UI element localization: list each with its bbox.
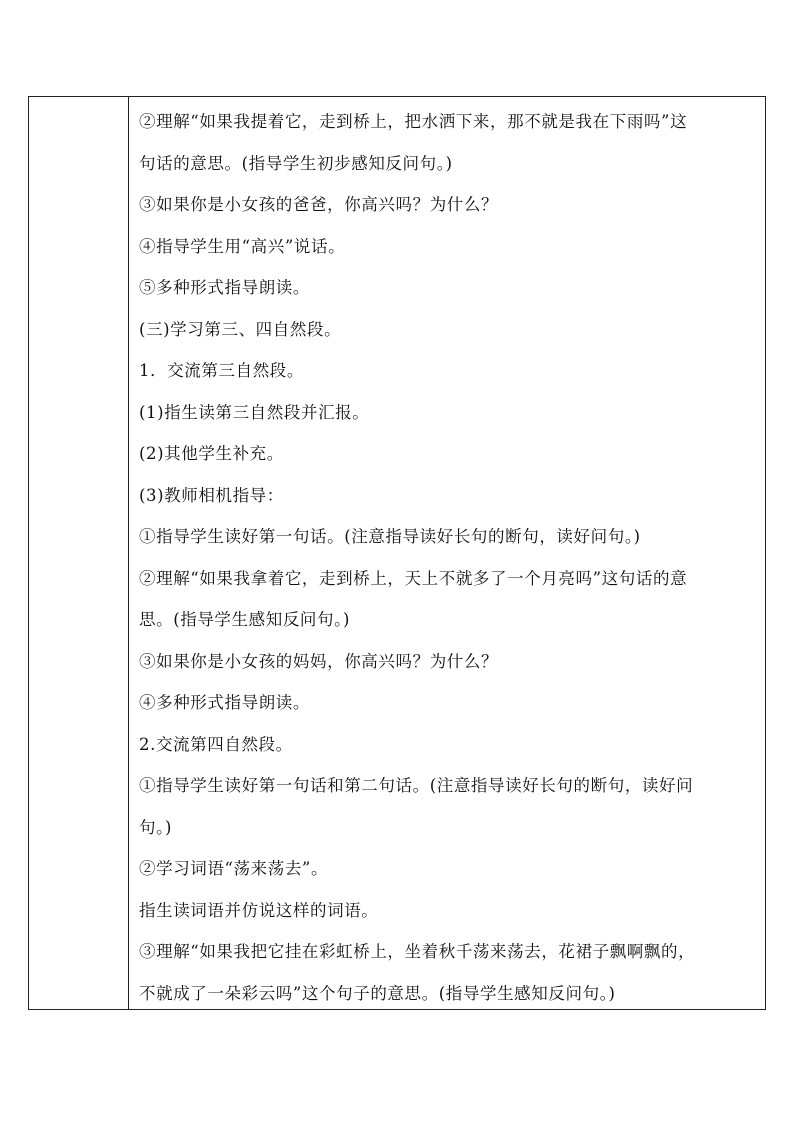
lesson-line-3: ③如果你是小女孩的爸爸，你高兴吗？为什么？ — [139, 195, 499, 214]
lesson-line-16: 2.交流第四自然段。 — [139, 734, 293, 754]
lesson-line-2: 句话的意思。(指导学生初步感知反问句。) — [139, 153, 453, 173]
lesson-line-13: 思。(指导学生感知反问句。) — [139, 610, 351, 629]
lesson-line-22: 不就成了一朵彩云吗”这个句子的意思。(指导学生感知反问句。) — [139, 983, 616, 1003]
lesson-line-19: ②学习词语“荡来荡去”。 — [139, 859, 329, 878]
lesson-line-6: (三)学习第三、四自然段。 — [139, 319, 342, 339]
lesson-line-18: 句。) — [139, 817, 172, 837]
lesson-line-9: (2)其他学生补充。 — [139, 444, 284, 463]
lesson-line-1: ②理解“如果我提着它，走到桥上，把水洒下来，那不就是我在下雨吗”这 — [139, 112, 688, 131]
lesson-line-11: ①指导学生读好第一句话。(注意指导读好长句的断句，读好问句。) — [139, 527, 641, 546]
lesson-line-8: (1)指生读第三自然段并汇报。 — [139, 402, 370, 422]
table-content-column — [129, 97, 765, 1009]
lesson-line-17: ①指导学生读好第一句话和第二句话。(注意指导读好长句的断句，读好问 — [139, 776, 694, 795]
lesson-line-5: ⑤多种形式指导朗读。 — [139, 278, 310, 297]
lesson-line-14: ③如果你是小女孩的妈妈，你高兴吗？为什么？ — [139, 651, 499, 671]
lesson-table — [28, 96, 766, 1010]
lesson-line-12: ②理解“如果我拿着它，走到桥上，天上不就多了一个月亮吗”这句话的意 — [139, 568, 688, 588]
lesson-line-4: ④指导学生用“高兴”说话。 — [139, 236, 346, 256]
lesson-line-7: 1．交流第三自然段。 — [139, 361, 304, 380]
lesson-line-15: ④多种形式指导朗读。 — [139, 693, 310, 712]
lesson-line-10: (3)教师相机指导： — [139, 485, 284, 505]
table-left-column — [29, 97, 129, 1009]
lesson-line-20: 指生读词语并仿说这样的词语。 — [139, 900, 379, 920]
lesson-line-21: ③理解“如果我把它挂在彩虹桥上，坐着秋千荡来荡去，花裙子飘啊飘的， — [139, 942, 696, 961]
